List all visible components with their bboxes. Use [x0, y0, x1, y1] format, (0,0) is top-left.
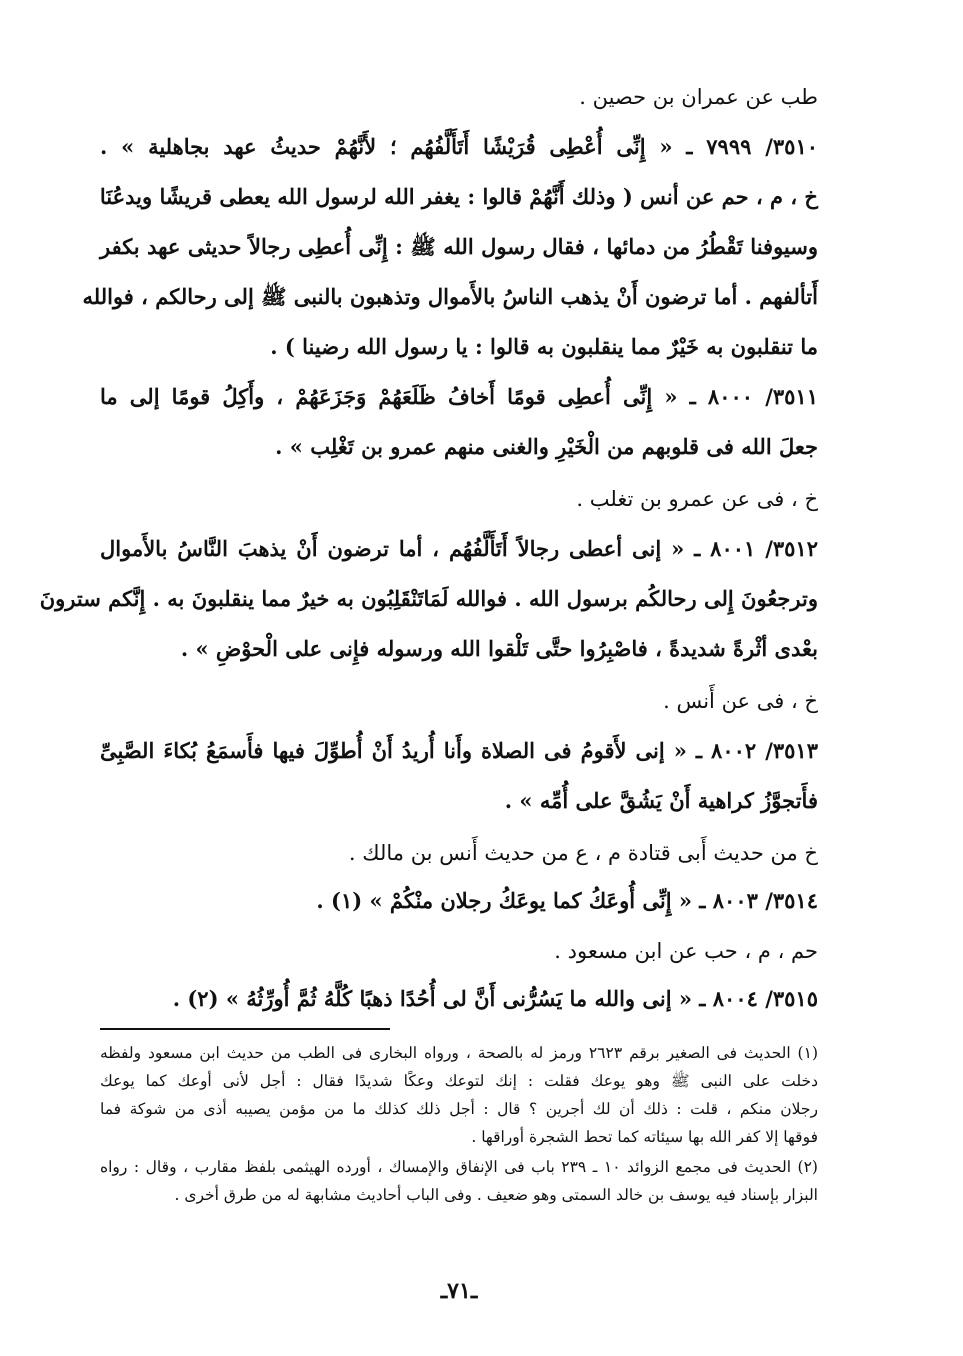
footnote-line: رجلان منكم ، قلت : ذلك أن لك أجرين ؟ قال : أجل ذلك كذلك ما من مؤمن يصيبه أذى من شوكة فما: [100, 1100, 818, 1118]
footnote-1: (١) الحديث فى الصغير برقم ٢٦٢٣ ورمز له بالصحة ، ورواه البخارى فى الطب من حديث ابن مسعود ولفظه: [100, 1044, 818, 1062]
text-line: فأَتجوَّزُ كراهية أَنْ يَشُقَّ على أُمِّه » .: [504, 788, 818, 813]
text-line: وترجعُونَ إِلى رحالكُم برسول الله . فوالله لَمَاتَنْقَلِبُون به خيرٌ مما ينقلبونَ به . إِنَّكم سترونَ: [39, 586, 818, 611]
source-line-3: خ ، فى عن عمرو بن تغلب .: [576, 487, 818, 511]
text-line: جعلَ الله فى قلوبهم من الْخَيْرِ والغنى منهم عمرو بن تَغْلِب » .: [275, 434, 818, 459]
hadith-3511: ٣٥١١/ ٨٠٠٠ ـ « إِنِّى أُعطِى قومًا أَخافُ ظَلَعَهُمْ وَجَزَعَهُمْ ، وأَكِلُ قومًا إلى ما: [100, 384, 818, 409]
hadith-3514: ٣٥١٤/ ٨٠٠٣ ـ « إِنِّى أُوعَكُ كما يوعَكُ رجلان منْكُمْ » (١) .: [316, 888, 818, 913]
text-line: أَتألفهم . أما ترضون أَنْ يذهب الناسُ بالأَموال وتذهبون بالنبى ﷺ إلى رحالكم ، فوالله: [82, 284, 818, 309]
footnote-divider: [100, 1028, 390, 1030]
text-line: وسيوفنا تَقْطُرُ من دمائها ، فقال رسول الله ﷺ : إِنِّى أُعطِى رجالاً حديثى عهد بكفر: [100, 234, 818, 259]
hadith-3515: ٣٥١٥/ ٨٠٠٤ ـ « إنى والله ما يَسُرُّنى أَنَّ لى أُحُدًا ذهبًا كُلَّهُ ثُمَّ أُورِّثُهُ » (٢) .: [172, 986, 818, 1011]
source-line-1: طب عن عمران بن حصين .: [579, 85, 818, 109]
footnote-2: (٢) الحديث فى مجمع الزوائد ١٠ ـ ٢٣٩ باب فى الإنفاق والإمساك ، أورده الهيثمى بلفظ مقارب ، وقال : رواه: [100, 1158, 818, 1176]
source-line-2: خ ، م ، حم عن أنس ( وذلك أَنَّهُمْ قالوا : يغفر الله لرسول الله يعطى قريشًا ويدعُنَا: [99, 184, 818, 209]
source-line-5: خ من حديث أَبى قتادة م ، ع من حديث أَنس بن مالك .: [348, 841, 818, 865]
hadith-3510: ٣٥١٠/ ٧٩٩٩ ـ « إِنِّى أُعْطِى قُرَيْشًا أَتَأَلَّفُهُم ؛ لأَنَّهُمْ حديثُ عهد بجاهلية » .: [100, 134, 819, 159]
source-line-6: حم ، م ، حب عن ابن مسعود .: [554, 939, 818, 963]
document-page: [39, 80, 819, 1340]
text-line: بعْدى أثْرةً شديدةً ، فاصْبِرُوا حتَّى تَلْقوا الله ورسوله فإِنى على الْحوْضِ » .: [180, 636, 818, 661]
hadith-3513: ٣٥١٣/ ٨٠٠٢ ـ « إنى لأَقومُ فى الصلاة وأَنا أُريدُ أَنْ أُطوِّلَ فيها فأَسمَعُ بُكاءَ الصَّبِىِّ: [100, 738, 818, 763]
source-line-4: خ ، فى عن أَنس .: [663, 689, 818, 713]
hadith-3512: ٣٥١٢/ ٨٠٠١ ـ « إنى أعطى رجالاً أَتَأَلَّفُهُم ، أما ترضون أَنْ يذهبَ النَّاسُ بالأَموال: [100, 536, 818, 561]
footnote-line: البزار بإسناد فيه يوسف بن خالد السمتى وهو ضعيف . وفى الباب أحاديث مشابهة له من طرق أخرى .: [174, 1186, 818, 1204]
text-line: ما تنقلبون به خَيْرٌ مما ينقلبون به قالوا : يا رسول الله رضينا ) .: [270, 334, 818, 359]
page-number: ـ٧١ـ: [440, 1278, 478, 1304]
footnote-line: دخلت على النبى ﷺ وهو يوعك فقلت : إنك لتوعك وعكًا شديدًا فقال : أجل لأنى أوعك كما يوعك: [100, 1072, 818, 1090]
footnote-line: فوقها إلا كفر الله بها سيئاته كما تحط الشجرة أوراقها .: [471, 1128, 818, 1146]
